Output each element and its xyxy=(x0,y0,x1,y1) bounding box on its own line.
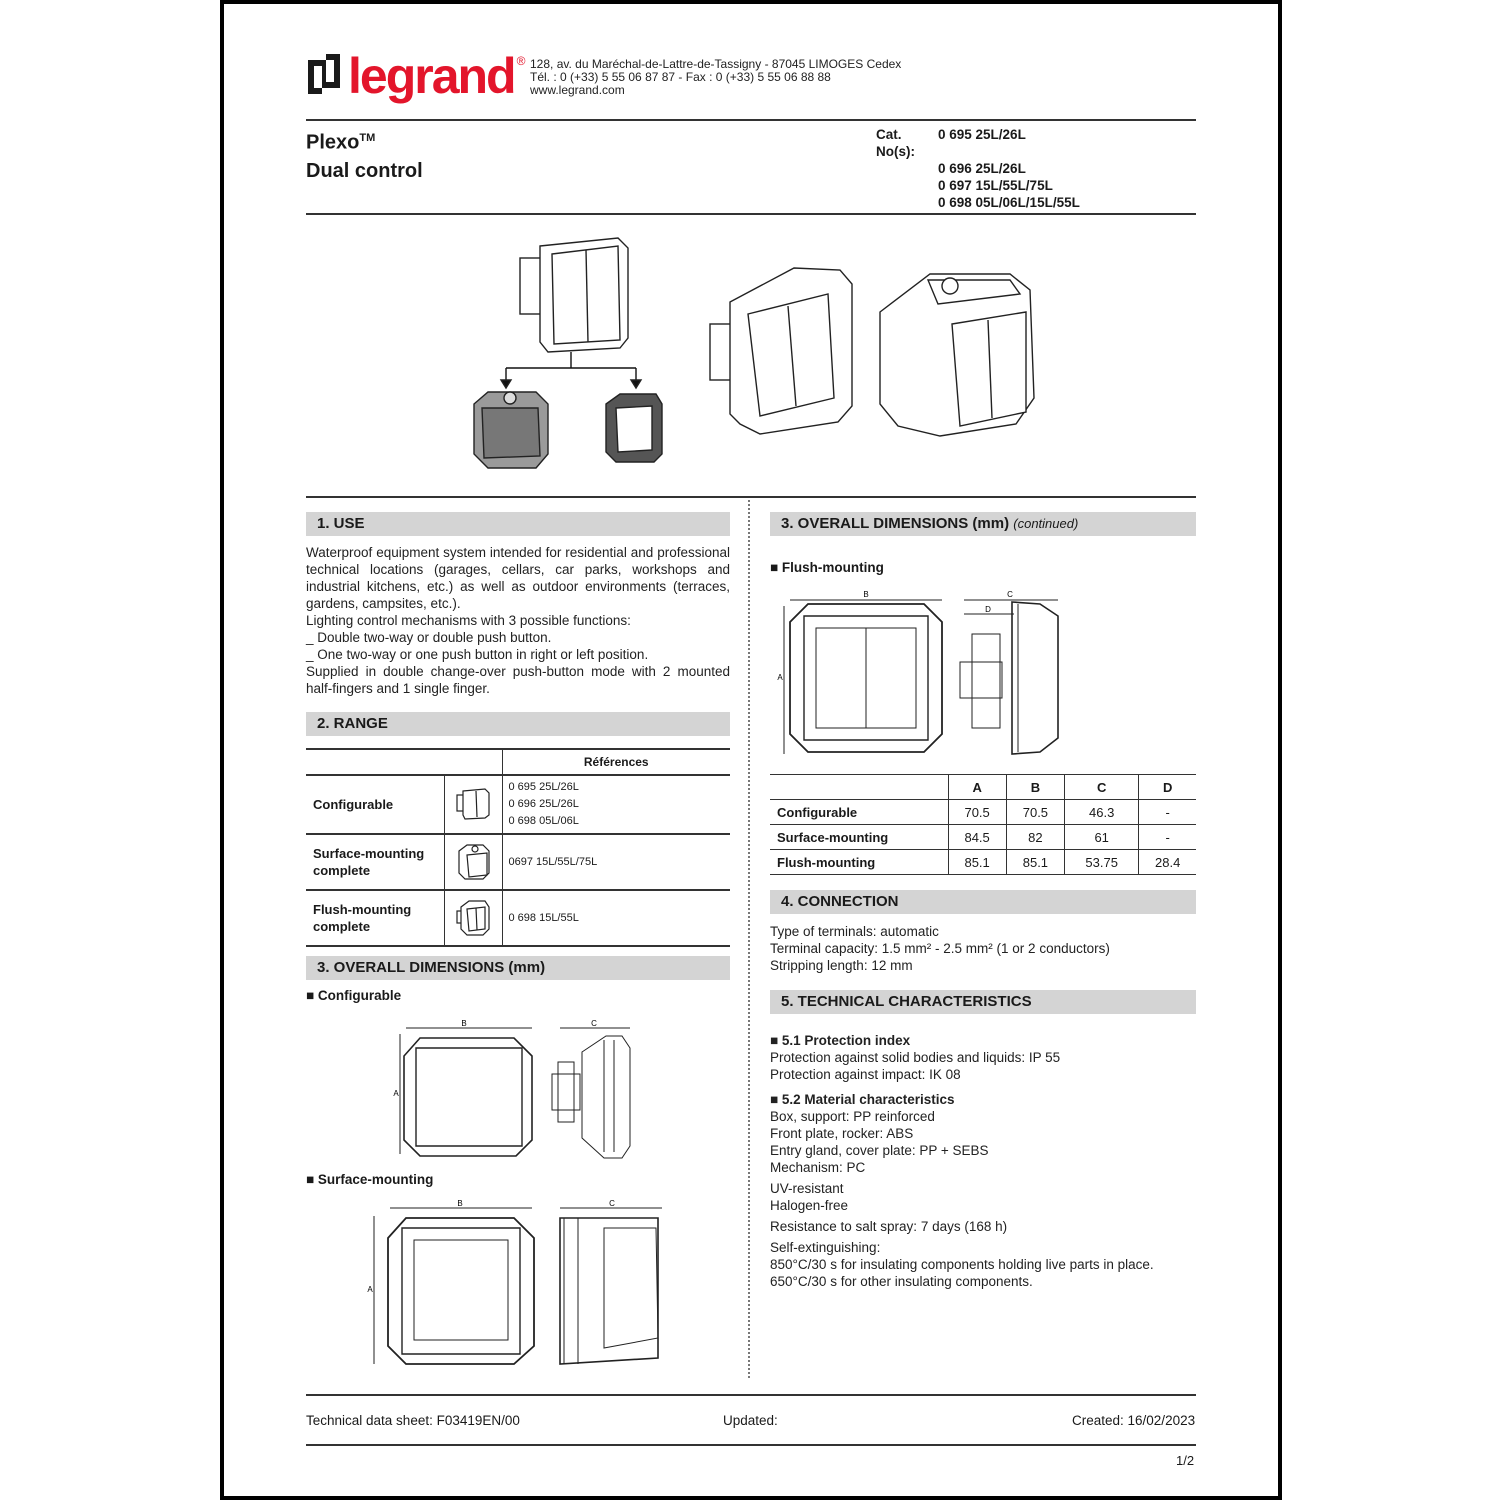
divider xyxy=(306,119,1196,121)
cat-number: 0 695 25L/26L xyxy=(938,127,1026,142)
use-paragraph: _ Double two-way or double push button. xyxy=(306,630,552,645)
product-name: Plexo xyxy=(306,131,360,154)
cell-value: 85.1 xyxy=(948,850,1006,875)
surface-drawing xyxy=(364,1198,674,1370)
cat-label: Cat. No(s): xyxy=(876,127,915,159)
subheading-text: 5.2 Material characteristics xyxy=(781,1092,955,1107)
continued-note: (continued) xyxy=(1013,516,1079,531)
dim-label-a: A xyxy=(777,673,783,682)
mechanism-terminals xyxy=(520,258,542,314)
col-header: D xyxy=(1139,775,1196,800)
section-heading-dimensions-continued xyxy=(770,512,1196,536)
cell-value: 70.5 xyxy=(1006,800,1064,825)
section-heading-connection: 4. CONNECTION xyxy=(770,890,1196,914)
surface-thumbnail xyxy=(444,834,502,890)
range-label: Surface-mounting complete xyxy=(306,834,444,890)
section-heading-technical: 5. TECHNICAL CHARACTERISTICS xyxy=(770,990,1196,1014)
range-table xyxy=(306,748,730,947)
section-heading-text: 3. OVERALL DIMENSIONS (mm) xyxy=(781,515,1010,532)
range-label: Flush-mounting complete xyxy=(306,890,444,946)
connection-line: Stripping length: 12 mm xyxy=(770,958,913,973)
connection-line: Type of terminals: automatic xyxy=(770,924,939,939)
spec-line: Box, support: PP reinforced xyxy=(770,1109,935,1124)
product-subtitle: Dual control xyxy=(306,159,423,182)
table-row xyxy=(306,775,730,834)
address-phone: Tél. : 0 (+33) 5 55 06 87 87 - Fax : 0 (+33) 5 55 06 88 88 xyxy=(530,70,831,84)
subheading-protection: ■ 5.1 Protection index xyxy=(770,1033,911,1048)
cell-value: 70.5 xyxy=(948,800,1006,825)
divider xyxy=(306,1444,1196,1446)
subheading-material: ■ 5.2 Material characteristics xyxy=(770,1092,955,1107)
spec-line: 850°C/30 s for insulating components holding live parts in place. xyxy=(770,1257,1154,1272)
spec-line: Mechanism: PC xyxy=(770,1160,866,1175)
table-row xyxy=(770,800,1196,825)
column-divider xyxy=(748,500,750,1378)
row-label: Surface-mounting xyxy=(770,825,948,850)
dim-label-b: B xyxy=(461,1019,467,1028)
cell-value: 85.1 xyxy=(1006,850,1064,875)
spec-line: Resistance to salt spray: 7 days (168 h) xyxy=(770,1219,1008,1234)
range-ref: 0 695 25L/26L xyxy=(508,781,579,793)
range-ref: 0697 15L/55L/75L xyxy=(502,834,730,890)
range-col-header: Références xyxy=(502,749,730,775)
col-header: B xyxy=(1006,775,1064,800)
spec-line: Protection against impact: IK 08 xyxy=(770,1067,961,1082)
dim-label-d: D xyxy=(985,605,991,614)
use-paragraph: Lighting control mechanisms with 3 possible functions: xyxy=(306,613,631,628)
connection-details xyxy=(770,923,1196,974)
cell-value: 82 xyxy=(1006,825,1064,850)
section-heading-range: 2. RANGE xyxy=(306,712,730,736)
cell-value: - xyxy=(1139,825,1196,850)
dimensions-table xyxy=(770,774,1196,875)
spec-line: Self-extinguishing: xyxy=(770,1240,881,1255)
use-paragraph: _ One two-way or one push button in right or left position. xyxy=(306,647,649,662)
legrand-mark-icon xyxy=(306,52,342,96)
table-row xyxy=(306,890,730,946)
divider xyxy=(306,496,1196,498)
logo-text: legrand xyxy=(348,48,515,104)
spec-line: UV-resistant xyxy=(770,1181,844,1196)
cell-value: - xyxy=(1139,800,1196,825)
cell-value: 46.3 xyxy=(1065,800,1139,825)
product-illustration xyxy=(460,228,1050,478)
configurable-drawing xyxy=(392,1018,652,1164)
registered-mark: ® xyxy=(516,54,526,68)
table-row xyxy=(770,825,1196,850)
divider xyxy=(306,213,1196,215)
cell-value: 84.5 xyxy=(948,825,1006,850)
range-ref: 0 698 05L/06L xyxy=(508,815,579,827)
section-heading-dimensions: 3. OVERALL DIMENSIONS (mm) xyxy=(306,956,730,980)
footer-updated: Updated: xyxy=(723,1413,778,1428)
spec-line: Halogen-free xyxy=(770,1198,849,1213)
flush-drawing xyxy=(776,588,1066,760)
page-number: 1/2 xyxy=(1176,1453,1195,1468)
dim-label-a: A xyxy=(393,1089,399,1098)
use-paragraph: Supplied in double change-over push-button mode with 2 mounted half-fingers and 1 single finger. xyxy=(306,664,730,696)
legrand-logo xyxy=(306,48,526,106)
trademark: TM xyxy=(359,132,376,144)
range-label: Configurable xyxy=(306,775,444,834)
cell-value: 53.75 xyxy=(1065,850,1139,875)
dim-label-b: B xyxy=(863,590,869,599)
cat-number: 0 696 25L/26L xyxy=(938,161,1026,176)
range-ref: 0 696 25L/26L xyxy=(508,798,579,810)
address-line: 128, av. du Maréchal-de-Lattre-de-Tassigny - 87045 LIMOGES Cedex xyxy=(530,57,902,71)
table-row xyxy=(770,850,1196,875)
dim-label-c: C xyxy=(591,1019,597,1028)
spec-line: Entry gland, cover plate: PP + SEBS xyxy=(770,1143,989,1158)
flush-thumbnail xyxy=(444,890,502,946)
dim-label-a: A xyxy=(367,1285,373,1294)
cat-number: 0 697 15L/55L/75L xyxy=(938,178,1053,193)
section-heading-use: 1. USE xyxy=(306,512,730,536)
protection-index xyxy=(770,1032,1196,1083)
spec-line: 650°C/30 s for other insulating components. xyxy=(770,1274,1033,1289)
subheading-surface: ■ Surface-mounting xyxy=(306,1172,434,1187)
dim-label-b: B xyxy=(457,1199,463,1208)
subheading-flush: ■ Flush-mounting xyxy=(770,560,884,575)
product-title xyxy=(306,124,423,185)
subheading-text: 5.1 Protection index xyxy=(781,1033,911,1048)
subheading-text: Flush-mounting xyxy=(781,560,884,575)
col-header: A xyxy=(948,775,1006,800)
range-refs xyxy=(502,775,730,834)
spec-line: Front plate, rocker: ABS xyxy=(770,1126,914,1141)
footer-created: Created: 16/02/2023 xyxy=(1072,1413,1196,1428)
dim-label-c: C xyxy=(609,1199,615,1208)
table-row xyxy=(306,834,730,890)
address-website: www.legrand.com xyxy=(530,83,625,97)
subheading-text: Surface-mounting xyxy=(317,1172,434,1187)
catalogue-numbers xyxy=(876,126,1080,211)
dim-label-c: C xyxy=(1007,590,1013,599)
row-label: Configurable xyxy=(770,800,948,825)
company-address xyxy=(530,58,901,97)
cat-number: 0 698 05L/06L/15L/55L xyxy=(938,195,1080,210)
configurable-thumbnail xyxy=(444,775,502,834)
footer-sheet-ref: Technical data sheet: F03419EN/00 xyxy=(306,1413,520,1428)
range-ref: 0 698 15L/55L xyxy=(502,890,730,946)
col-header: C xyxy=(1065,775,1139,800)
divider xyxy=(306,1394,1196,1396)
row-label: Flush-mounting xyxy=(770,850,948,875)
material-characteristics xyxy=(770,1091,1196,1290)
cell-value: 61 xyxy=(1065,825,1139,850)
spec-line: Protection against solid bodies and liquids: IP 55 xyxy=(770,1050,1061,1065)
use-paragraph: Waterproof equipment system intended for residential and professional technical locations (garages, cellars, car parks, workshops and industrial kitchens, etc.) as well as outdoor environments (terraces, gardens, campsites, etc.). xyxy=(306,545,730,611)
use-description xyxy=(306,544,730,697)
connection-line: Terminal capacity: 1.5 mm² - 2.5 mm² (1 or 2 conductors) xyxy=(770,941,1110,956)
cell-value: 28.4 xyxy=(1139,850,1196,875)
subheading-text: Configurable xyxy=(317,988,402,1003)
subheading-configurable: ■ Configurable xyxy=(306,988,402,1003)
